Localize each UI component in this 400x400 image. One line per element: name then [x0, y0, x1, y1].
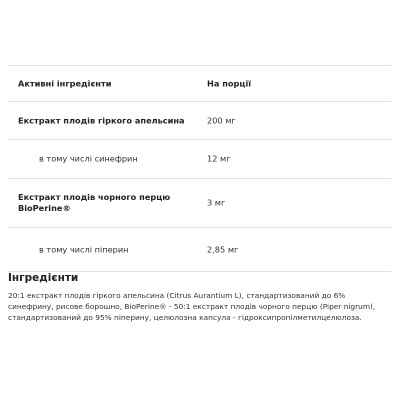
nutrition-table — [8, 65, 391, 272]
ingredient-amount: 12 мг — [207, 153, 231, 164]
ingredient-amount: 200 мг — [207, 115, 236, 125]
ingredient-name: в тому числі піперин — [39, 244, 129, 254]
ingredient-amount: 2,85 мг — [207, 244, 239, 254]
header-per-serving: На порції — [207, 78, 252, 88]
ingredient-name: Екстракт плодів чорного перцю BioPerine® — [18, 192, 171, 213]
ingredients-description: 20:1 екстракт плодів гіркого апельсина (Citrus Aurantium L), стандартизований до 6% синефрину, рисове борошно, BioPerine® - 50:1 екстракт плодів чорного перцю (Piper nigrum), стандартизований до 95% піперину, целюлозна капсула - гідроксипропілметилцелюлоза. — [8, 291, 376, 322]
header-active-ingredients: Активні інгредієнти — [18, 78, 112, 88]
ingredient-name: в тому числі синефрин — [39, 153, 138, 164]
ingredients-heading: Інгредієнти — [8, 272, 79, 284]
ingredient-name: Екстракт плодів гіркого апельсина — [18, 115, 185, 125]
ingredient-amount: 3 мг — [207, 197, 226, 208]
table-row — [8, 179, 391, 228]
table-row — [8, 140, 391, 179]
table-row — [8, 228, 391, 272]
table-header-row — [8, 66, 391, 102]
table-row — [8, 102, 391, 140]
